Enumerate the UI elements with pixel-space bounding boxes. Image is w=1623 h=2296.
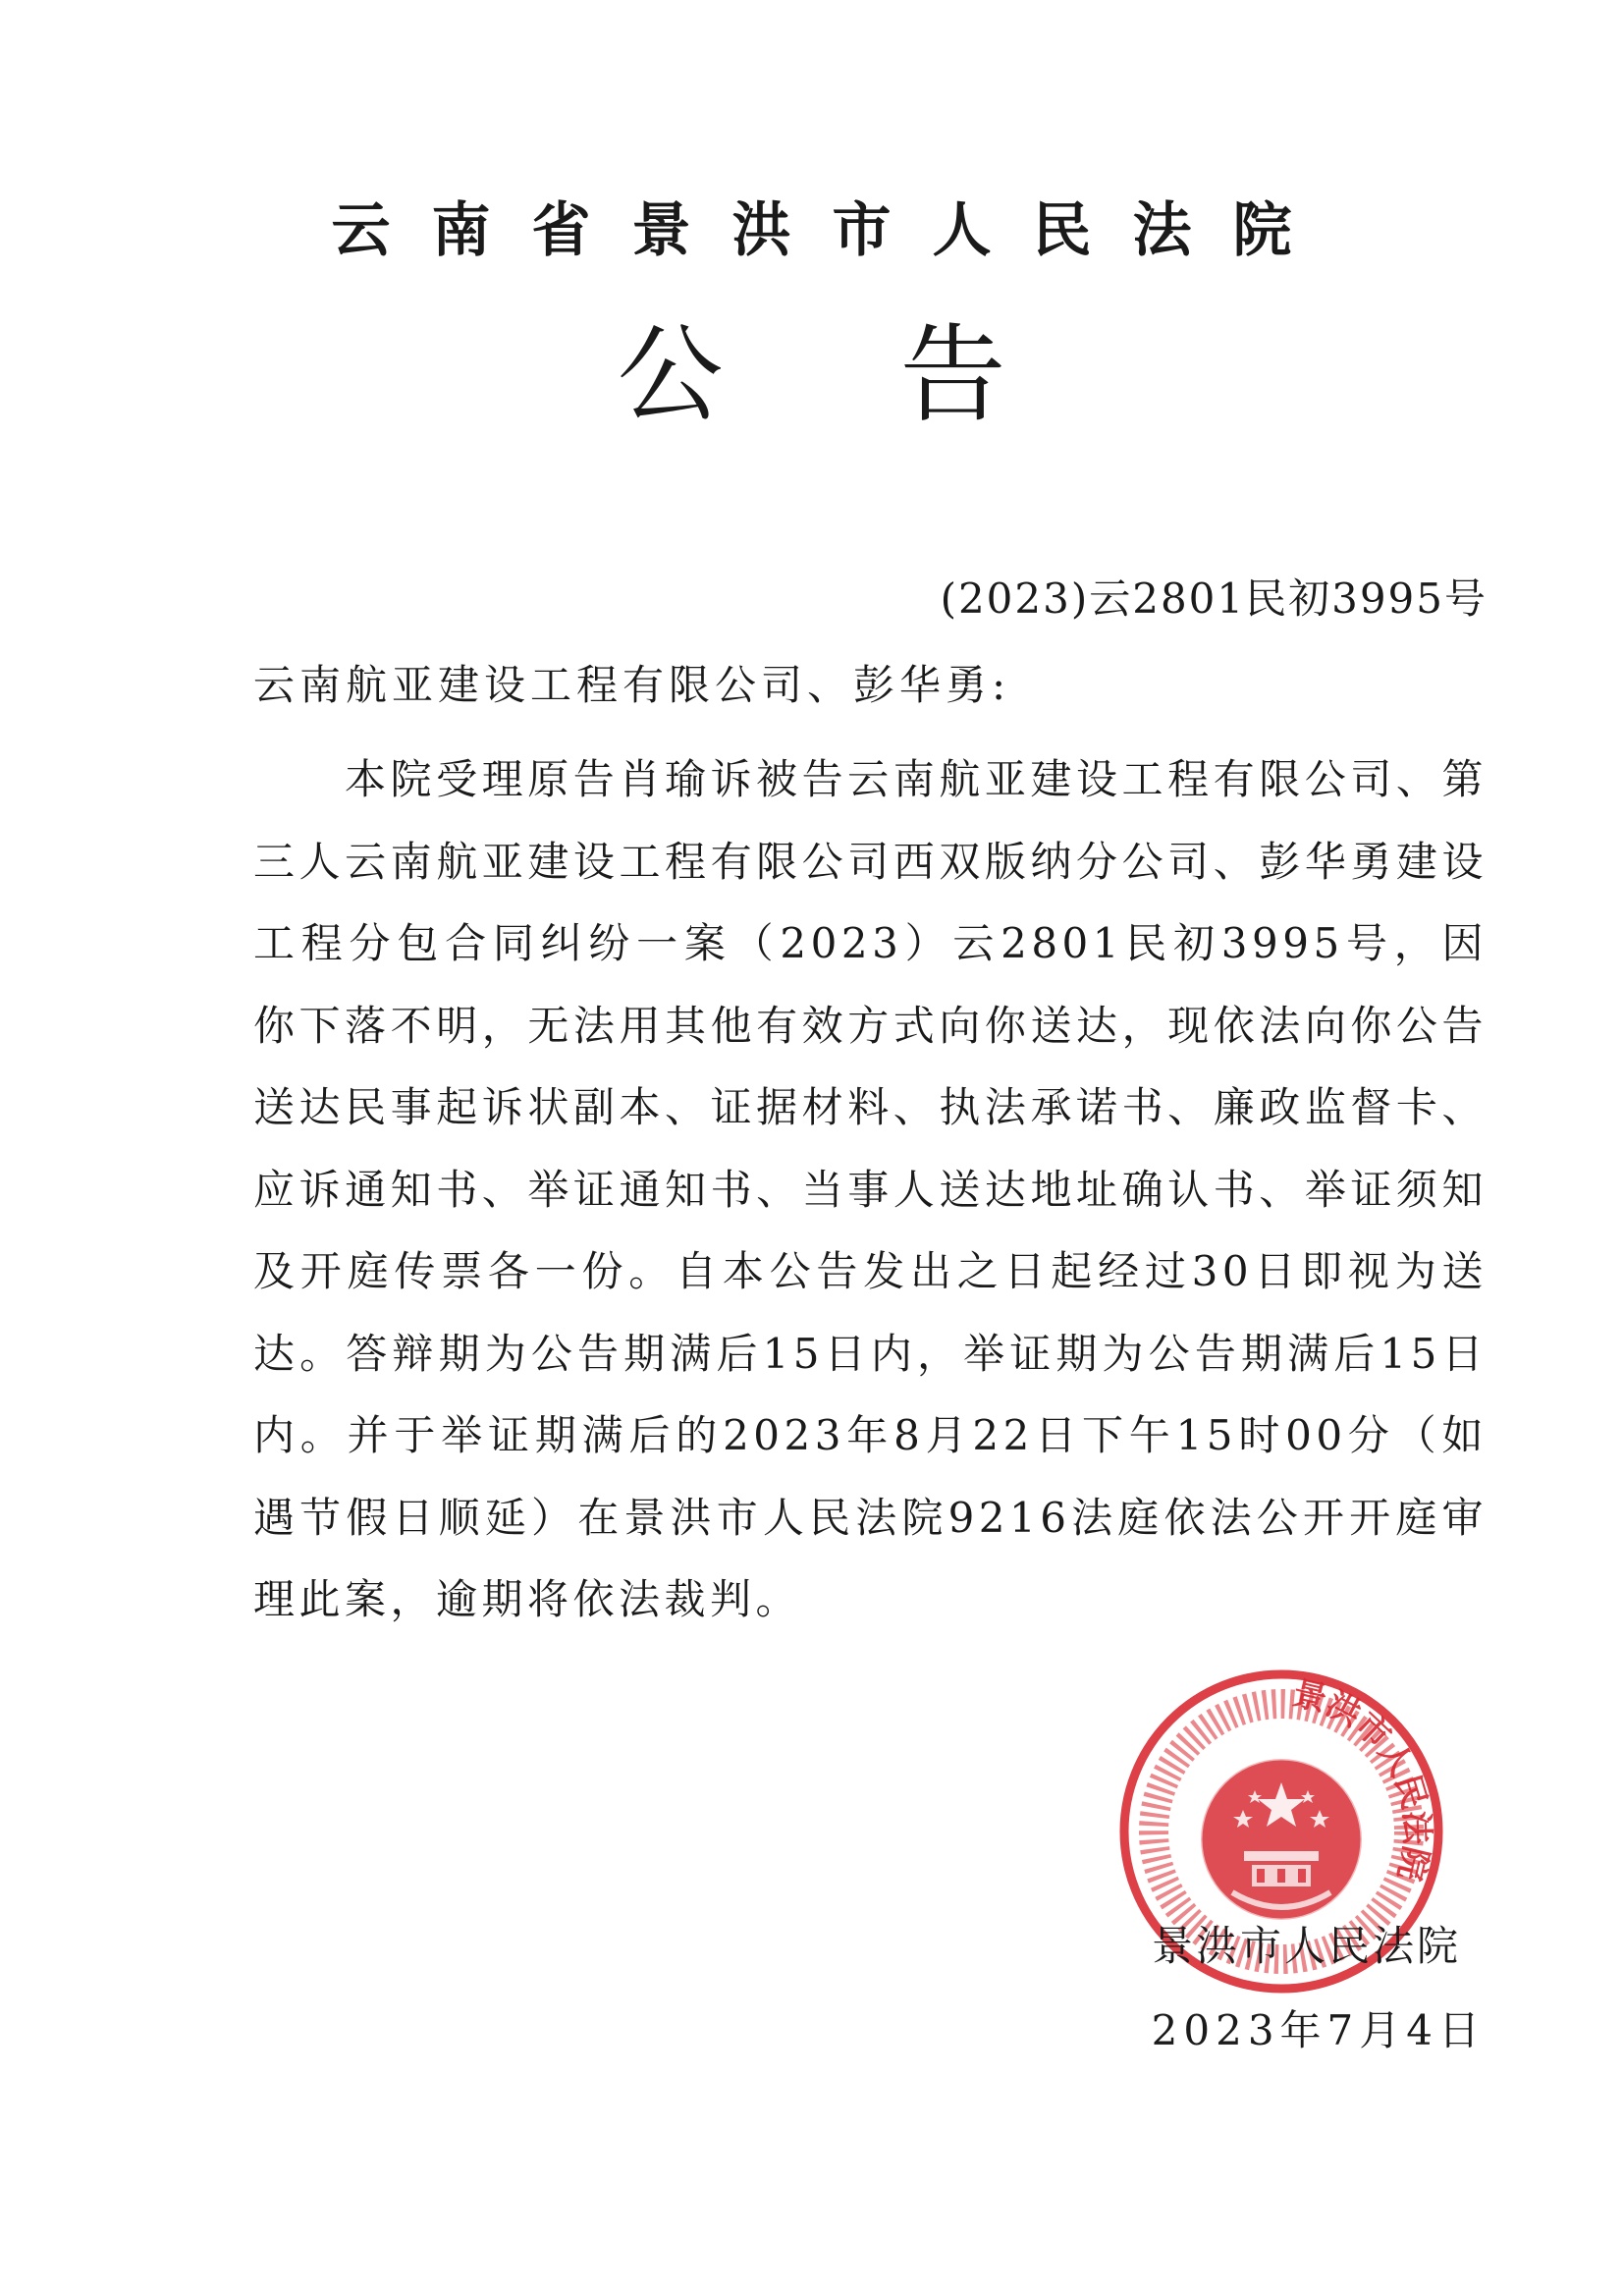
issue-date: 2023年7月4日 xyxy=(1151,2006,1486,2054)
document-title: 公告 xyxy=(617,314,1183,437)
announcement-body: 本院受理原告肖瑜诉被告云南航亚建设工程有限公司、第三人云南航亚建设工程有限公司西双版纳分公司、彭华勇建设工程分包合同纠纷一案（2023）云2801民初3995号，因你下落不明，无法用其他有效方式向你送达，现依法向你公告送达民事起诉状副本、证据材料、执法承诺书、廉政监督卡、应诉通知书、举证通知书、当事人送达地址确认书、举证须知及开庭传票各一份。自本公告发出之日起经过30日即视为送达。答辩期为公告期满后15日内，举证期为公告期满后15日内。并于举证期满后的2023年8月22日下午15时00分（如遇节假日顺延）在景洪市人民法院9216法庭依法公开开庭审理此案，逾期将依法裁判。 xyxy=(253,755,1488,1623)
national-emblem-icon xyxy=(1201,1759,1362,1920)
signature: 景洪市人民法院 xyxy=(1151,1922,1461,1970)
addressee: 云南航亚建设工程有限公司、彭华勇: xyxy=(253,661,1011,709)
court-name: 云南省景洪市人民法院 xyxy=(331,196,1333,265)
case-number: (2023)云2801民初3995号 xyxy=(940,574,1488,623)
seal-label: 景洪市人民法院 xyxy=(1288,1673,1436,1885)
